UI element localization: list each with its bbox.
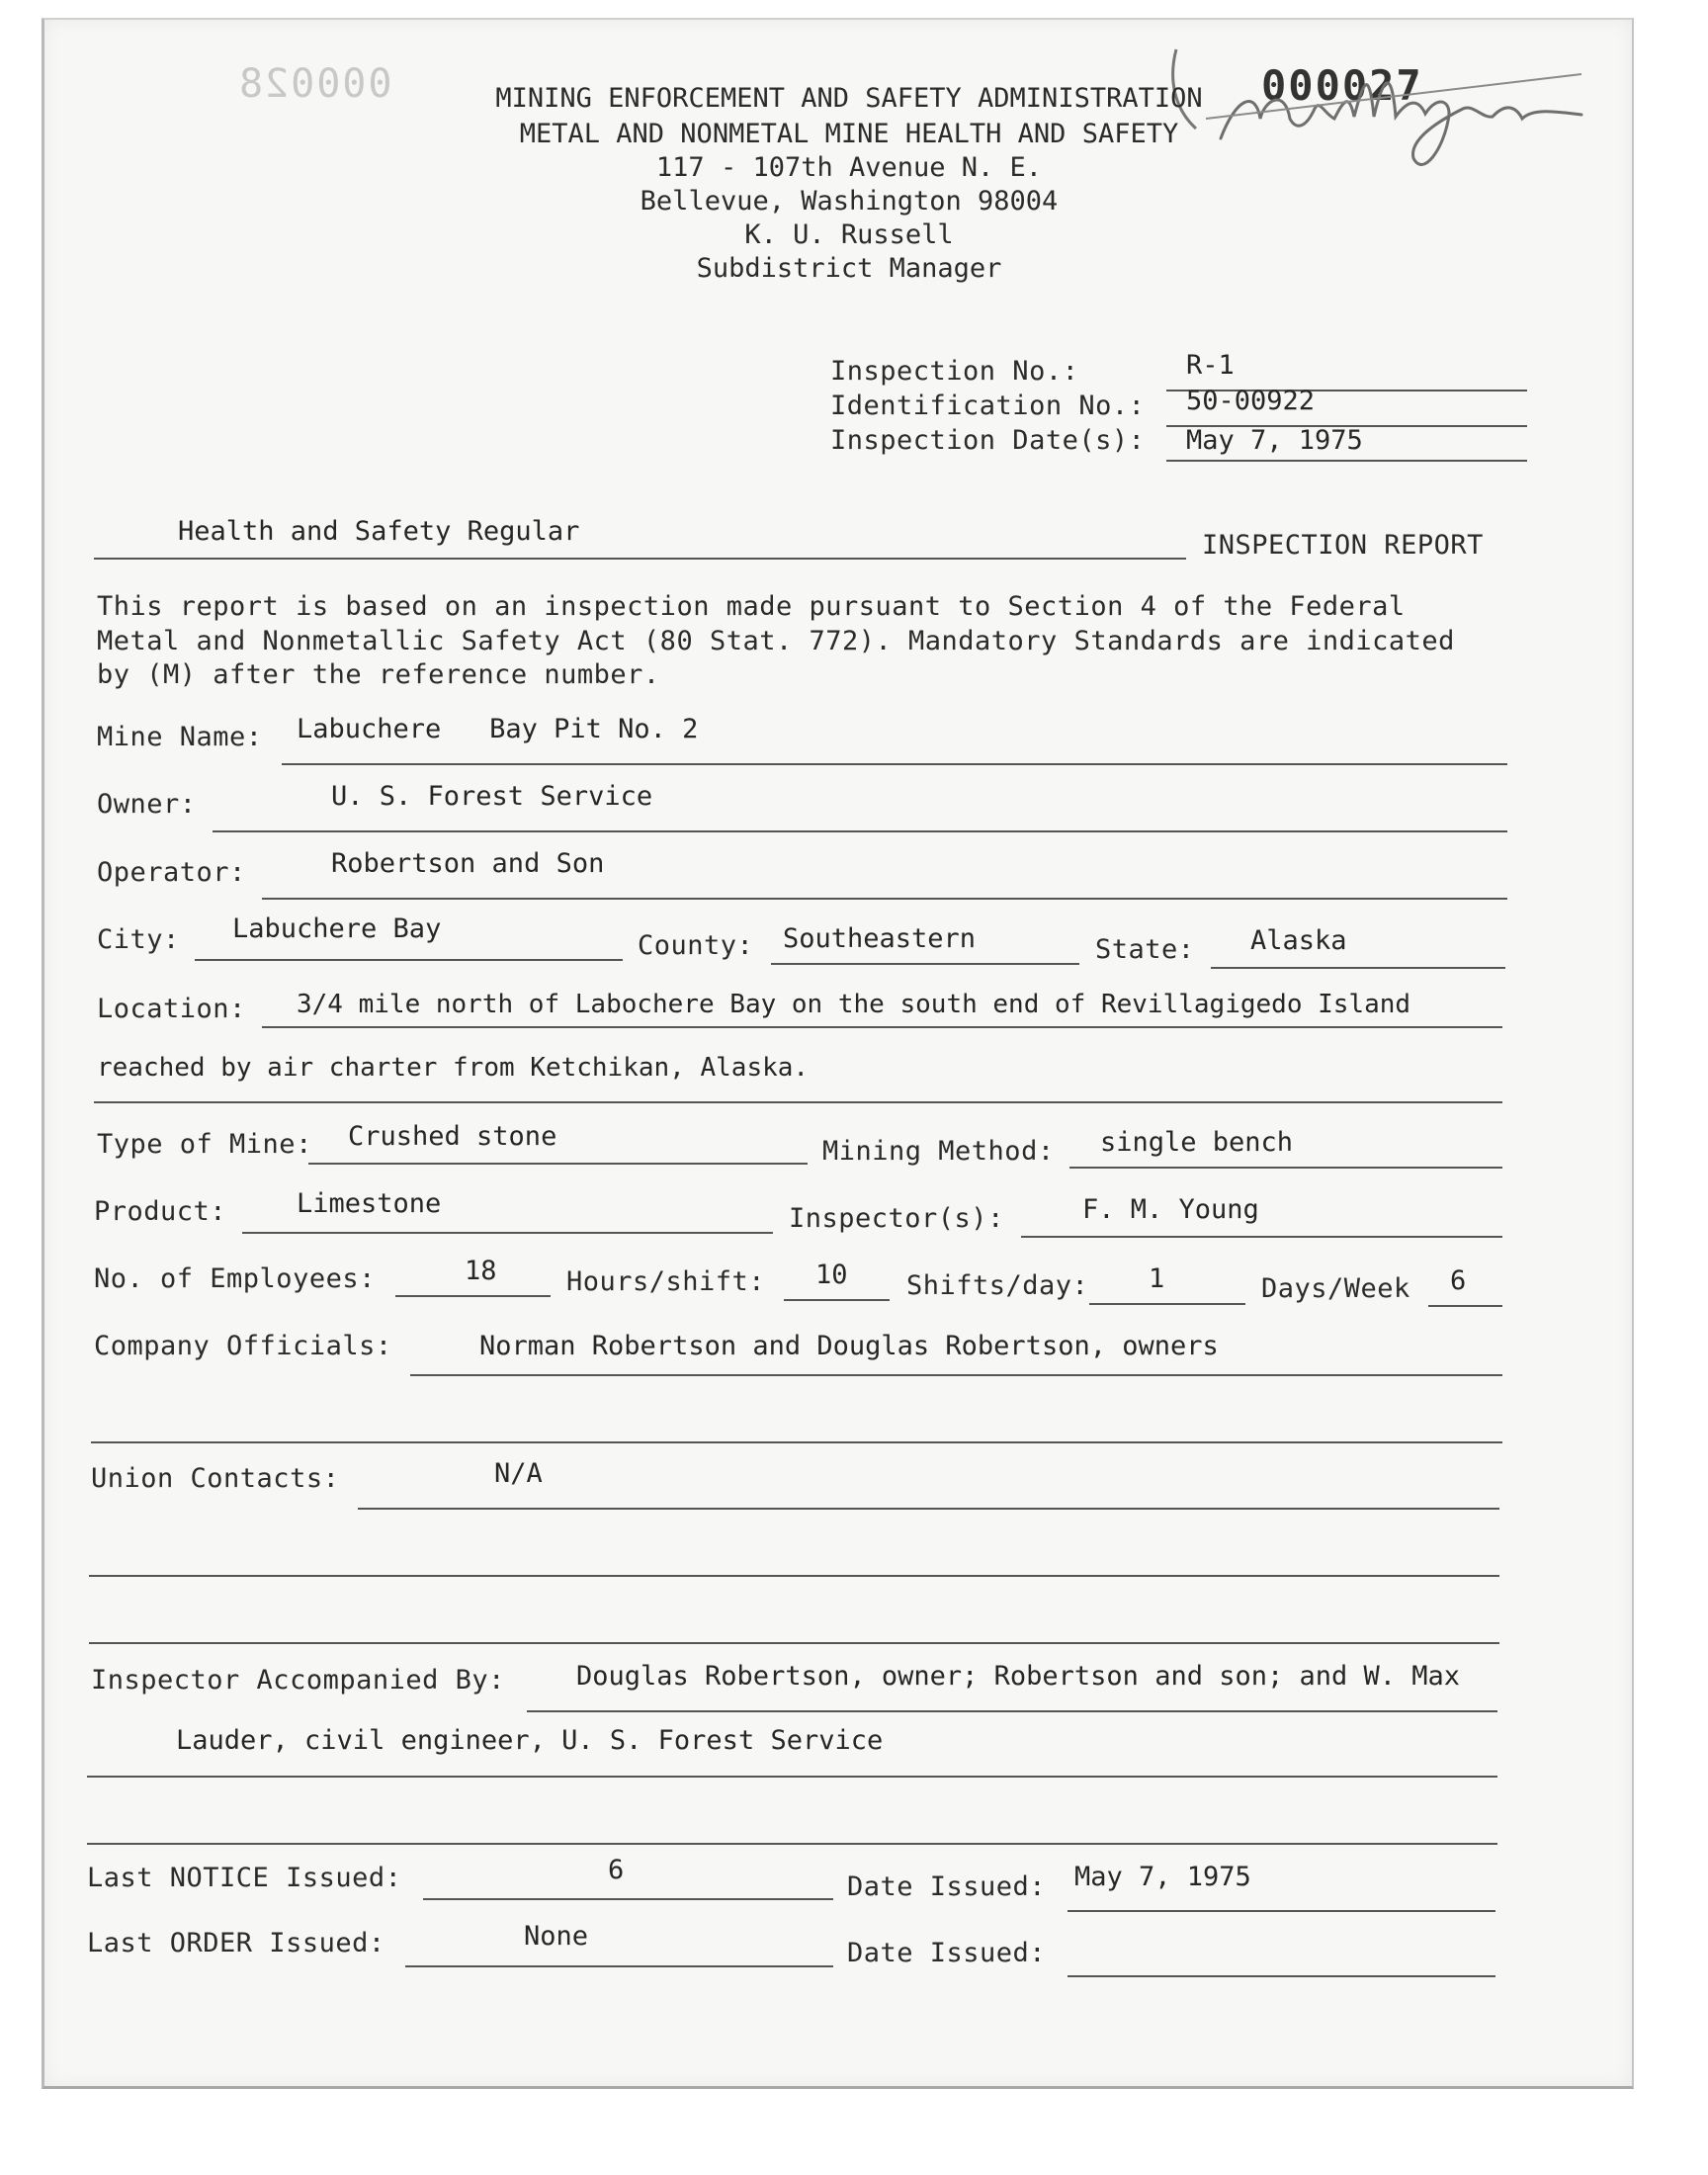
header-street: 117 - 107th Avenue N. E. <box>655 152 1043 183</box>
mining-method-value: single bench <box>1100 1127 1294 1158</box>
location-value-line-2: reached by air charter from Ketchikan, Alaska. <box>97 1053 810 1083</box>
location-line-1 <box>262 1026 1502 1028</box>
operator-line <box>262 898 1507 900</box>
type-of-mine-label: Type of Mine: <box>97 1129 312 1160</box>
city-value: Labuchere Bay <box>232 914 442 944</box>
inspection-dates-line <box>1166 460 1527 462</box>
accompanied-value-line-2: Lauder, civil engineer, U. S. Forest Service <box>176 1725 884 1756</box>
notice-date-value: May 7, 1975 <box>1074 1862 1251 1892</box>
state-label: State: <box>1095 934 1195 965</box>
report-type-label: INSPECTION REPORT <box>1202 530 1484 561</box>
last-notice-value: 6 <box>608 1855 625 1885</box>
shifts-day-value: 1 <box>1149 1263 1165 1294</box>
city-label: City: <box>97 924 180 955</box>
type-of-mine-line <box>308 1163 808 1165</box>
accompanied-line-3 <box>87 1843 1497 1845</box>
header-city: Bellevue, Washington 98004 <box>640 186 1059 217</box>
report-type-line <box>94 558 1186 560</box>
inspection-no-label: Inspection No.: <box>830 356 1079 387</box>
product-label: Product: <box>94 1196 227 1227</box>
operator-value: Robertson and Son <box>331 848 605 879</box>
last-notice-line <box>423 1898 833 1900</box>
inspection-dates-value: May 7, 1975 <box>1186 425 1363 456</box>
company-officials-line-2 <box>91 1441 1502 1443</box>
type-of-mine-value: Crushed stone <box>348 1121 557 1152</box>
mine-name-value: Labuchere Bay Pit No. 2 <box>297 714 699 744</box>
company-officials-line <box>410 1374 1502 1376</box>
notice-date-line <box>1068 1910 1495 1912</box>
city-line <box>195 959 623 961</box>
union-contacts-line-3 <box>89 1642 1499 1644</box>
header-agency: MINING ENFORCEMENT AND SAFETY ADMINISTRATION <box>495 83 1203 114</box>
inspectors-line <box>1021 1236 1502 1238</box>
mine-name-line <box>282 763 1507 765</box>
employees-value: 18 <box>465 1256 497 1286</box>
hours-shift-value: 10 <box>815 1260 848 1290</box>
inspection-dates-label: Inspection Date(s): <box>830 425 1146 456</box>
inspectors-value: F. M. Young <box>1082 1194 1259 1225</box>
shifts-day-line <box>1089 1303 1245 1305</box>
state-line <box>1211 967 1505 969</box>
accompanied-line-2 <box>87 1776 1497 1778</box>
accompanied-line-1 <box>527 1710 1497 1712</box>
owner-line <box>213 830 1507 832</box>
union-contacts-line <box>358 1508 1499 1510</box>
order-date-line <box>1068 1975 1495 1977</box>
state-value: Alaska <box>1250 925 1347 956</box>
owner-label: Owner: <box>97 789 197 820</box>
accompanied-label: Inspector Accompanied By: <box>91 1665 505 1696</box>
inspectors-label: Inspector(s): <box>789 1203 1004 1234</box>
header-manager-title: Subdistrict Manager <box>696 253 1002 284</box>
intro-line-2: Metal and Nonmetallic Safety Act (80 Stat. 772). Mandatory Standards are indicated <box>97 626 1455 656</box>
header-manager-name: K. U. Russell <box>744 219 954 250</box>
document-stamp-number: 000027 <box>1261 61 1423 110</box>
company-officials-value: Norman Robertson and Douglas Robertson, owners <box>479 1331 1219 1361</box>
last-order-line <box>405 1965 833 1967</box>
intro-line-3: by (M) after the reference number. <box>97 659 660 690</box>
identification-no-label: Identification No.: <box>830 391 1146 421</box>
identification-no-value: 50-00922 <box>1186 386 1316 416</box>
location-label: Location: <box>97 994 246 1024</box>
notice-date-label: Date Issued: <box>847 1871 1047 1902</box>
shifts-day-label: Shifts/day: <box>906 1270 1089 1301</box>
last-order-label: Last ORDER Issued: <box>87 1928 385 1958</box>
inspection-no-value: R-1 <box>1186 350 1235 381</box>
intro-line-1: This report is based on an inspection made pursuant to Section 4 of the Federal <box>97 591 1406 622</box>
last-notice-label: Last NOTICE Issued: <box>87 1863 402 1893</box>
county-line <box>771 963 1079 965</box>
mining-method-label: Mining Method: <box>822 1136 1055 1167</box>
county-value: Southeastern <box>783 923 977 954</box>
hours-shift-label: Hours/shift: <box>566 1266 766 1297</box>
days-week-line <box>1428 1305 1502 1307</box>
union-contacts-line-2 <box>89 1575 1499 1577</box>
union-contacts-value: N/A <box>494 1458 543 1489</box>
last-order-value: None <box>524 1921 589 1952</box>
company-officials-label: Company Officials: <box>94 1331 392 1361</box>
operator-label: Operator: <box>97 857 246 888</box>
product-line <box>242 1232 773 1234</box>
days-week-value: 6 <box>1450 1265 1467 1296</box>
hours-shift-line <box>784 1299 890 1301</box>
union-contacts-label: Union Contacts: <box>91 1463 340 1494</box>
location-value-line-1: 3/4 mile north of Labochere Bay on the south end of Revillagigedo Island <box>297 990 1411 1019</box>
employees-line <box>395 1295 551 1297</box>
location-line-2 <box>94 1101 1502 1103</box>
report-type-value: Health and Safety Regular <box>178 516 580 547</box>
days-week-label: Days/Week <box>1261 1273 1410 1304</box>
order-date-label: Date Issued: <box>847 1938 1047 1968</box>
mining-method-line <box>1069 1167 1502 1169</box>
faded-stamp-number: 000028 <box>237 61 392 107</box>
county-label: County: <box>638 930 754 961</box>
employees-label: No. of Employees: <box>94 1263 376 1294</box>
accompanied-value-line-1: Douglas Robertson, owner; Robertson and son; and W. Max <box>576 1661 1461 1692</box>
product-value: Limestone <box>297 1188 442 1219</box>
header-division: METAL AND NONMETAL MINE HEALTH AND SAFETY <box>519 119 1179 149</box>
owner-value: U. S. Forest Service <box>331 781 653 812</box>
mine-name-label: Mine Name: <box>97 722 263 752</box>
